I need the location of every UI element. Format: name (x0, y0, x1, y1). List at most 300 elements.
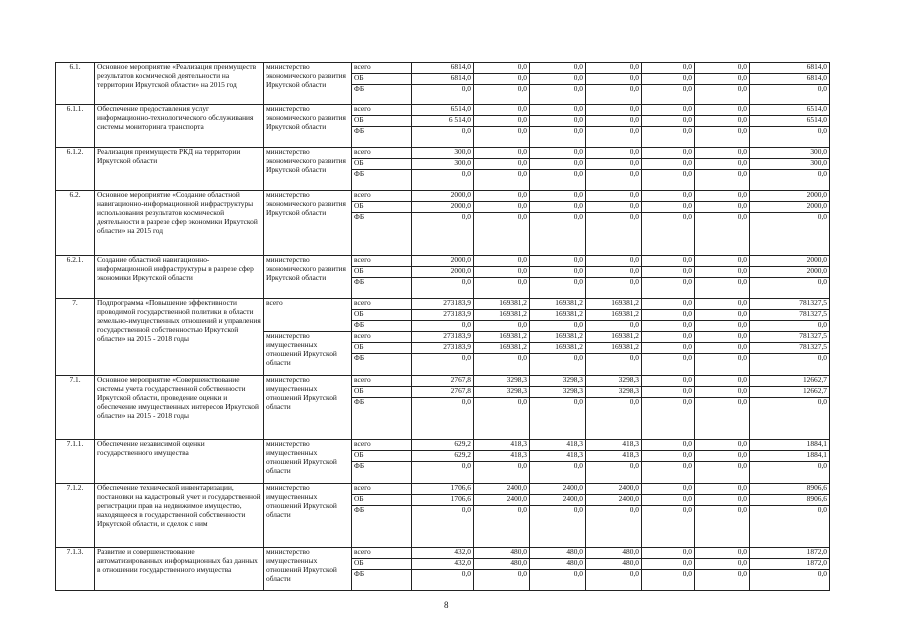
funding-value-cell: 0,0 (695, 256, 750, 267)
funding-value-cell: 0,0 (695, 63, 750, 74)
table-row (56, 63, 830, 74)
funding-value-cell: 0,0 (642, 191, 695, 202)
funding-source-cell: ОБ (352, 387, 412, 398)
funding-value-cell: 0,0 (530, 213, 586, 256)
funding-value-cell: 273183,9 (412, 299, 474, 310)
funding-source-cell: ФБ (352, 85, 412, 105)
funding-value-cell: 300,0 (412, 148, 474, 159)
table-row (56, 105, 830, 116)
funding-source-cell: ФБ (352, 398, 412, 440)
funding-value-cell: 781327,5 (750, 332, 830, 343)
funding-value-cell: 0,0 (586, 278, 642, 299)
funding-value-cell: 0,0 (750, 278, 830, 299)
item-name-cell: Обеспечение независимой оценки государственного имущества (95, 440, 264, 484)
funding-value-cell: 3298,3 (586, 376, 642, 387)
funding-value-cell: 0,0 (474, 278, 530, 299)
funding-source-cell: ФБ (352, 127, 412, 148)
item-name-cell: Подпрограмма «Повышение эффективности проводимой государственной политики в области земельно-имущественных отношений и управления государственной собственностью Иркутской области» на 2015 - 2018 годы (95, 299, 264, 376)
funding-value-cell: 0,0 (750, 570, 830, 591)
funding-value-cell: 629,2 (412, 440, 474, 451)
funding-value-cell: 0,0 (412, 213, 474, 256)
executor-cell: министерство имущественных отношений Иркутской области (264, 548, 352, 591)
funding-value-cell: 0,0 (530, 398, 586, 440)
funding-value-cell: 3298,3 (474, 387, 530, 398)
funding-value-cell: 0,0 (695, 299, 750, 310)
funding-value-cell: 0,0 (642, 267, 695, 278)
funding-value-cell: 0,0 (695, 105, 750, 116)
funding-value-cell: 2000,0 (412, 202, 474, 213)
funding-value-cell: 0,0 (750, 213, 830, 256)
funding-value-cell: 0,0 (695, 332, 750, 343)
funding-value-cell: 0,0 (586, 170, 642, 191)
item-name-cell: Реализация преимуществ РКД на территории Иркутской области (95, 148, 264, 191)
funding-value-cell: 0,0 (642, 451, 695, 462)
funding-value-cell: 169381,2 (530, 332, 586, 343)
funding-value-cell: 0,0 (586, 267, 642, 278)
funding-value-cell: 0,0 (474, 105, 530, 116)
funding-value-cell: 0,0 (750, 127, 830, 148)
funding-value-cell: 0,0 (642, 256, 695, 267)
funding-value-cell: 0,0 (642, 440, 695, 451)
funding-value-cell: 6514,0 (750, 116, 830, 127)
funding-value-cell: 0,0 (530, 85, 586, 105)
funding-value-cell: 0,0 (750, 170, 830, 191)
item-number-cell: 6.2. (56, 191, 95, 256)
funding-source-cell: всего (352, 191, 412, 202)
funding-value-cell: 0,0 (695, 278, 750, 299)
funding-value-cell: 0,0 (695, 202, 750, 213)
funding-value-cell: 6814,0 (412, 63, 474, 74)
item-number-cell: 6.1.2. (56, 148, 95, 191)
funding-value-cell: 0,0 (642, 495, 695, 506)
funding-value-cell: 480,0 (530, 548, 586, 559)
funding-value-cell: 0,0 (412, 127, 474, 148)
funding-value-cell: 0,0 (695, 354, 750, 376)
funding-value-cell: 2400,0 (530, 484, 586, 495)
funding-value-cell: 0,0 (695, 506, 750, 548)
funding-value-cell: 0,0 (530, 116, 586, 127)
funding-source-cell: ФБ (352, 278, 412, 299)
funding-value-cell: 418,3 (530, 451, 586, 462)
funding-value-cell: 0,0 (695, 570, 750, 591)
funding-source-cell: ФБ (352, 462, 412, 484)
funding-value-cell: 781327,5 (750, 343, 830, 354)
funding-value-cell: 0,0 (642, 343, 695, 354)
table-row (56, 299, 830, 310)
funding-value-cell: 480,0 (586, 548, 642, 559)
item-number-cell: 7.1.1. (56, 440, 95, 484)
funding-value-cell: 3298,3 (474, 376, 530, 387)
funding-value-cell: 169381,2 (474, 343, 530, 354)
funding-value-cell: 6 514,0 (412, 116, 474, 127)
funding-value-cell: 0,0 (530, 354, 586, 376)
funding-value-cell: 0,0 (530, 278, 586, 299)
funding-value-cell: 0,0 (750, 462, 830, 484)
funding-value-cell: 300,0 (412, 159, 474, 170)
funding-value-cell: 0,0 (695, 376, 750, 387)
item-name-cell: Создание областной навигационно-информационной инфраструктуры в разрезе сфер экономики Иркутской области (95, 256, 264, 299)
item-number-cell: 7.1.2. (56, 484, 95, 548)
funding-value-cell: 0,0 (642, 127, 695, 148)
funding-source-cell: всего (352, 548, 412, 559)
funding-value-cell: 0,0 (642, 506, 695, 548)
funding-source-cell: ФБ (352, 570, 412, 591)
funding-value-cell: 0,0 (750, 506, 830, 548)
funding-value-cell: 0,0 (530, 127, 586, 148)
table-row (56, 484, 830, 495)
funding-value-cell: 418,3 (586, 440, 642, 451)
funding-value-cell: 0,0 (474, 506, 530, 548)
funding-value-cell: 0,0 (695, 462, 750, 484)
funding-value-cell: 418,3 (586, 451, 642, 462)
item-number-cell: 7. (56, 299, 95, 376)
executor-cell: министерство экономического развития Иркутской области (264, 63, 352, 105)
funding-value-cell: 2000,0 (412, 191, 474, 202)
executor-cell: министерство имущественных отношений Иркутской области (264, 440, 352, 484)
funding-value-cell: 169381,2 (530, 343, 586, 354)
table-row (56, 376, 830, 387)
funding-source-cell: ФБ (352, 506, 412, 548)
funding-source-cell: всего (352, 105, 412, 116)
funding-source-cell: ОБ (352, 343, 412, 354)
funding-value-cell: 0,0 (642, 332, 695, 343)
funding-value-cell: 0,0 (695, 343, 750, 354)
funding-value-cell: 1884,1 (750, 440, 830, 451)
funding-source-cell: ОБ (352, 267, 412, 278)
table-body-section-7 (56, 376, 830, 591)
funding-value-cell: 0,0 (586, 354, 642, 376)
funding-value-cell: 0,0 (530, 105, 586, 116)
funding-value-cell: 0,0 (695, 116, 750, 127)
executor-cell: министерство экономического развития Иркутской области (264, 256, 352, 299)
funding-value-cell: 12662,7 (750, 376, 830, 387)
funding-value-cell: 0,0 (642, 148, 695, 159)
funding-value-cell: 0,0 (474, 148, 530, 159)
funding-value-cell: 0,0 (642, 310, 695, 321)
funding-value-cell: 480,0 (474, 559, 530, 570)
funding-value-cell: 0,0 (412, 321, 474, 332)
funding-value-cell: 0,0 (586, 570, 642, 591)
funding-value-cell: 0,0 (474, 74, 530, 85)
funding-value-cell: 169381,2 (474, 310, 530, 321)
funding-value-cell: 0,0 (642, 63, 695, 74)
funding-value-cell: 0,0 (586, 506, 642, 548)
table-row (56, 440, 830, 451)
funding-value-cell: 0,0 (412, 354, 474, 376)
funding-value-cell: 2000,0 (750, 256, 830, 267)
funding-value-cell: 169381,2 (474, 299, 530, 310)
funding-source-cell: ОБ (352, 451, 412, 462)
funding-value-cell: 0,0 (642, 398, 695, 440)
item-name-cell: Основное мероприятие «Совершенствование системы учета государственной собственности Иркутской области, проведение оценки и обеспечение имущественных интересов Иркутской области» на 2015 - 2018 годы (95, 376, 264, 440)
funding-value-cell: 0,0 (412, 278, 474, 299)
table-row (56, 191, 830, 202)
funding-value-cell: 0,0 (642, 484, 695, 495)
funding-value-cell: 0,0 (474, 570, 530, 591)
funding-value-cell: 480,0 (474, 548, 530, 559)
funding-value-cell: 0,0 (412, 170, 474, 191)
funding-value-cell: 0,0 (530, 159, 586, 170)
funding-value-cell: 781327,5 (750, 299, 830, 310)
funding-source-cell: ОБ (352, 116, 412, 127)
funding-value-cell: 0,0 (586, 202, 642, 213)
funding-value-cell: 3298,3 (586, 387, 642, 398)
funding-value-cell: 0,0 (530, 462, 586, 484)
funding-value-cell: 0,0 (474, 321, 530, 332)
item-name-cell: Обеспечение предоставления услуг информационно-технологического обслуживания системы мониторинга транспорта (95, 105, 264, 148)
funding-source-cell: всего (352, 332, 412, 343)
table-row (56, 256, 830, 267)
funding-value-cell: 0,0 (642, 376, 695, 387)
funding-value-cell: 8906,6 (750, 495, 830, 506)
funding-value-cell: 0,0 (642, 570, 695, 591)
funding-value-cell: 0,0 (530, 267, 586, 278)
executor-cell: министерство экономического развития Иркутской области (264, 148, 352, 191)
funding-source-cell: всего (352, 440, 412, 451)
funding-value-cell: 0,0 (642, 387, 695, 398)
funding-value-cell: 6514,0 (412, 105, 474, 116)
funding-value-cell: 169381,2 (586, 310, 642, 321)
funding-value-cell: 480,0 (530, 559, 586, 570)
funding-value-cell: 0,0 (412, 85, 474, 105)
funding-value-cell: 1884,1 (750, 451, 830, 462)
funding-value-cell: 0,0 (750, 354, 830, 376)
table-row (56, 548, 830, 559)
funding-value-cell: 0,0 (530, 170, 586, 191)
funding-source-cell: ОБ (352, 559, 412, 570)
funding-value-cell: 169381,2 (474, 332, 530, 343)
funding-value-cell: 432,0 (412, 548, 474, 559)
funding-value-cell: 781327,5 (750, 310, 830, 321)
executor-cell: всего (264, 299, 352, 332)
funding-source-cell: ФБ (352, 354, 412, 376)
funding-value-cell: 0,0 (695, 170, 750, 191)
funding-value-cell: 0,0 (530, 148, 586, 159)
item-number-cell: 7.1. (56, 376, 95, 440)
funding-value-cell: 0,0 (586, 256, 642, 267)
funding-value-cell: 0,0 (586, 127, 642, 148)
funding-value-cell: 273183,9 (412, 343, 474, 354)
funding-value-cell: 0,0 (474, 202, 530, 213)
item-number-cell: 6.1. (56, 63, 95, 105)
funding-value-cell: 480,0 (586, 559, 642, 570)
funding-value-cell: 0,0 (530, 202, 586, 213)
funding-value-cell: 629,2 (412, 451, 474, 462)
funding-value-cell: 0,0 (474, 213, 530, 256)
funding-value-cell: 0,0 (530, 74, 586, 85)
item-number-cell: 6.2.1. (56, 256, 95, 299)
funding-source-cell: всего (352, 484, 412, 495)
table-body-program-7 (56, 299, 830, 376)
funding-value-cell: 418,3 (530, 440, 586, 451)
item-name-cell: Основное мероприятие «Реализация преимуществ результатов космической деятельности на территории Иркутской области» на 2015 год (95, 63, 264, 105)
funding-value-cell: 0,0 (695, 310, 750, 321)
funding-value-cell: 2000,0 (750, 202, 830, 213)
funding-value-cell: 6814,0 (750, 63, 830, 74)
funding-source-cell: всего (352, 299, 412, 310)
funding-value-cell: 418,3 (474, 440, 530, 451)
funding-value-cell: 0,0 (695, 74, 750, 85)
executor-cell: министерство имущественных отношений Иркутской области (264, 484, 352, 548)
funding-value-cell: 0,0 (474, 159, 530, 170)
funding-source-cell: всего (352, 256, 412, 267)
funding-value-cell: 0,0 (695, 213, 750, 256)
funding-value-cell: 0,0 (695, 548, 750, 559)
item-name-cell: Основное мероприятие «Создание областной навигационно-информационной инфраструктуры использования результатов космической деятельности в разрезе сфер экономики Иркутской области» на 2015 год (95, 191, 264, 256)
funding-source-cell: ФБ (352, 170, 412, 191)
funding-value-cell: 2000,0 (750, 267, 830, 278)
funding-source-cell: ОБ (352, 74, 412, 85)
funding-value-cell: 0,0 (586, 85, 642, 105)
funding-value-cell: 2400,0 (586, 495, 642, 506)
funding-value-cell: 0,0 (750, 321, 830, 332)
funding-value-cell: 0,0 (642, 278, 695, 299)
funding-value-cell: 0,0 (695, 267, 750, 278)
funding-value-cell: 169381,2 (530, 299, 586, 310)
funding-value-cell: 3298,3 (530, 387, 586, 398)
funding-value-cell: 0,0 (586, 148, 642, 159)
funding-value-cell: 0,0 (412, 462, 474, 484)
funding-source-cell: всего (352, 376, 412, 387)
funding-source-cell: ОБ (352, 495, 412, 506)
funding-value-cell: 0,0 (695, 127, 750, 148)
funding-value-cell: 169381,2 (530, 310, 586, 321)
funding-value-cell: 300,0 (750, 159, 830, 170)
funding-value-cell: 0,0 (695, 495, 750, 506)
funding-value-cell: 418,3 (474, 451, 530, 462)
table-row (56, 148, 830, 159)
funding-value-cell: 2767,8 (412, 387, 474, 398)
funding-value-cell: 0,0 (695, 191, 750, 202)
funding-value-cell: 169381,2 (586, 332, 642, 343)
funding-value-cell: 0,0 (695, 85, 750, 105)
funding-value-cell: 0,0 (530, 321, 586, 332)
funding-value-cell: 1706,6 (412, 495, 474, 506)
funding-value-cell: 0,0 (474, 191, 530, 202)
funding-value-cell: 0,0 (586, 105, 642, 116)
funding-source-cell: всего (352, 63, 412, 74)
funding-source-cell: ОБ (352, 310, 412, 321)
funding-value-cell: 0,0 (474, 256, 530, 267)
funding-source-cell: ОБ (352, 159, 412, 170)
funding-value-cell: 0,0 (642, 462, 695, 484)
funding-value-cell: 2767,8 (412, 376, 474, 387)
funding-value-cell: 0,0 (695, 398, 750, 440)
funding-value-cell: 0,0 (586, 63, 642, 74)
funding-value-cell: 0,0 (642, 299, 695, 310)
funding-value-cell: 1872,0 (750, 548, 830, 559)
funding-value-cell: 0,0 (642, 85, 695, 105)
item-name-cell: Обеспечение технической инвентаризации, постановки на кадастровый учет и государственной регистрации прав на недвижимое имущество, находящееся в государственной собственности Иркутской области, и сделок с ним (95, 484, 264, 548)
funding-value-cell: 0,0 (642, 116, 695, 127)
funding-value-cell: 0,0 (412, 506, 474, 548)
funding-value-cell: 0,0 (474, 85, 530, 105)
funding-value-cell: 0,0 (642, 354, 695, 376)
funding-value-cell: 0,0 (586, 398, 642, 440)
funding-value-cell: 12662,7 (750, 387, 830, 398)
funding-value-cell: 6814,0 (412, 74, 474, 85)
funding-value-cell: 0,0 (642, 105, 695, 116)
funding-value-cell: 300,0 (750, 148, 830, 159)
funding-value-cell: 0,0 (586, 74, 642, 85)
funding-value-cell: 0,0 (695, 387, 750, 398)
funding-value-cell: 2000,0 (412, 256, 474, 267)
funding-value-cell: 0,0 (530, 191, 586, 202)
funding-value-cell: 0,0 (695, 559, 750, 570)
funding-value-cell: 0,0 (474, 398, 530, 440)
funding-value-cell: 0,0 (474, 170, 530, 191)
funding-value-cell: 6514,0 (750, 105, 830, 116)
funding-value-cell: 0,0 (750, 85, 830, 105)
funding-source-cell: ФБ (352, 213, 412, 256)
funding-value-cell: 0,0 (695, 321, 750, 332)
program-funding-table (55, 62, 830, 591)
funding-source-cell: ФБ (352, 321, 412, 332)
funding-value-cell: 0,0 (695, 148, 750, 159)
funding-value-cell: 0,0 (695, 440, 750, 451)
funding-value-cell: 0,0 (530, 63, 586, 74)
funding-value-cell: 0,0 (642, 548, 695, 559)
table-body-section-6 (56, 63, 830, 299)
funding-value-cell: 0,0 (586, 191, 642, 202)
funding-value-cell: 8906,6 (750, 484, 830, 495)
funding-value-cell: 0,0 (474, 63, 530, 74)
funding-value-cell: 0,0 (642, 321, 695, 332)
funding-value-cell: 0,0 (586, 159, 642, 170)
funding-source-cell: ОБ (352, 202, 412, 213)
executor-cell: министерство экономического развития Иркутской области (264, 105, 352, 148)
item-number-cell: 7.1.3. (56, 548, 95, 591)
funding-value-cell: 432,0 (412, 559, 474, 570)
funding-value-cell: 0,0 (642, 213, 695, 256)
executor-cell: министерство экономического развития Иркутской области (264, 191, 352, 256)
funding-value-cell: 0,0 (530, 570, 586, 591)
funding-value-cell: 0,0 (586, 213, 642, 256)
funding-source-cell: всего (352, 148, 412, 159)
funding-value-cell: 0,0 (474, 354, 530, 376)
funding-value-cell: 0,0 (695, 451, 750, 462)
funding-value-cell: 2400,0 (586, 484, 642, 495)
funding-value-cell: 0,0 (642, 202, 695, 213)
funding-value-cell: 169381,2 (586, 299, 642, 310)
funding-value-cell: 273183,9 (412, 332, 474, 343)
funding-value-cell: 2000,0 (412, 267, 474, 278)
page-number: 8 (444, 600, 449, 610)
funding-value-cell: 0,0 (530, 256, 586, 267)
funding-value-cell: 0,0 (412, 398, 474, 440)
funding-value-cell: 0,0 (586, 116, 642, 127)
funding-value-cell: 0,0 (642, 74, 695, 85)
funding-value-cell: 2000,0 (750, 191, 830, 202)
funding-value-cell: 2400,0 (530, 495, 586, 506)
funding-value-cell: 3298,3 (530, 376, 586, 387)
funding-value-cell: 1872,0 (750, 559, 830, 570)
funding-value-cell: 0,0 (474, 116, 530, 127)
funding-value-cell: 0,0 (642, 159, 695, 170)
funding-value-cell: 0,0 (412, 570, 474, 591)
executor-cell: министерство имущественных отношений Иркутской области (264, 376, 352, 440)
funding-value-cell: 2400,0 (474, 484, 530, 495)
funding-value-cell: 0,0 (474, 462, 530, 484)
funding-value-cell: 0,0 (474, 267, 530, 278)
funding-value-cell: 0,0 (695, 484, 750, 495)
funding-value-cell: 0,0 (750, 398, 830, 440)
funding-value-cell: 0,0 (642, 170, 695, 191)
funding-value-cell: 6814,0 (750, 74, 830, 85)
funding-value-cell: 0,0 (586, 462, 642, 484)
funding-value-cell: 1706,6 (412, 484, 474, 495)
funding-value-cell: 2400,0 (474, 495, 530, 506)
